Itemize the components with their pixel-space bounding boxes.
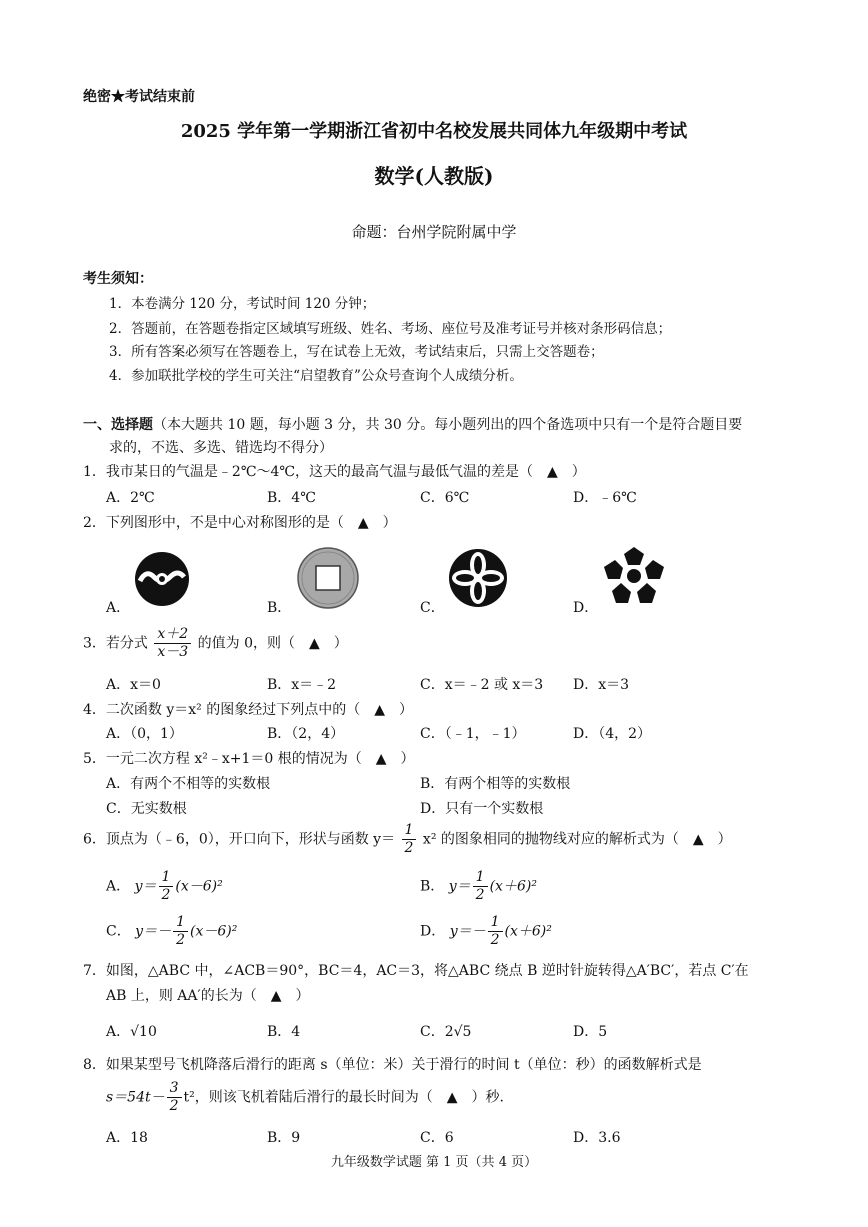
q8-den: 2 [169,1098,179,1114]
q3-option-c: C．x＝﹣2 或 x＝3 [420,677,544,693]
notice-item: 1．本卷满分 120 分，考试时间 120 分钟； [109,296,376,312]
q7-option-d: D．5 [573,1024,608,1040]
q1-option-b: B．4℃ [267,490,316,506]
q6-a-frac [159,869,174,904]
q8-num: 3 [167,1080,182,1098]
q5-option-b: B．有两个相等的实数根 [420,776,571,792]
q8-option-c: C．6 [420,1130,454,1146]
q6-b-frac [473,869,488,904]
q2-stem: 2．下列图形中，不是中心对称图形的是（ ▲ ） [83,515,397,531]
q7-line2: AB 上，则 AA′的长为（ ▲ ） [106,988,310,1004]
q6-post: x² 的图象相同的抛物线对应的解析式为（ ▲ ） [422,831,732,848]
q4-option-a: A．（0，1） [106,726,183,742]
q6-pre: 6．顶点为（﹣6，0），开口向下，形状与函数 y＝ [83,831,396,848]
q6-d-label: D． [420,923,446,940]
q3-numerator: x＋2 [154,626,191,644]
q4-option-b: B．（2，4） [267,726,345,742]
q2-option-c: C． [420,600,445,616]
figure-a-icon [134,551,190,607]
q6-a-post: (x－6)² [175,878,223,895]
q3-option-b: B．x＝﹣2 [267,677,337,693]
q5-option-c: C．无实数根 [106,801,187,817]
q6-option-d [420,914,552,949]
q1-option-c: C．6℃ [420,490,470,506]
q6-option-a [106,869,223,904]
q6-option-c [106,914,237,949]
q8-pre: s＝54t－ [106,1089,165,1106]
q4-option-d: D．（4，2） [573,726,652,742]
q1-option-a: A．2℃ [106,490,155,506]
q3-fraction [154,626,191,661]
q6-c-pre: y＝－ [135,923,172,940]
q6-option-b [420,869,537,904]
q6-half-num: 1 [402,822,417,840]
q6-half [402,822,417,857]
exam-title: 2025 学年第一学期浙江省初中名校发展共同体九年级期中考试 [180,121,688,142]
notice-item: 2．答题前，在答题卷指定区域填写班级、姓名、考场、座位号及准考证号并核对条形码信息； [109,321,672,337]
q3-stem [83,626,348,661]
notice-heading: 考生须知： [83,271,153,287]
q6-c-frac [173,914,188,949]
q6-c-post: (x－6)² [190,923,238,940]
notice-item: 4．参加联批学校的学生可关注“启望教育”公众号查询个人成绩分析。 [109,368,523,384]
q6-c-den: 2 [176,932,186,948]
q7-option-a: A．√10 [106,1024,157,1040]
confidential-label: 绝密★考试结束前 [83,89,195,105]
q6-b-den: 2 [475,887,485,903]
q6-half-den: 2 [404,840,414,856]
q8-fraction [167,1080,182,1115]
figure-d-icon [601,543,667,607]
q6-c-num: 1 [173,914,188,932]
q8-option-d: D．3.6 [573,1130,621,1146]
q2-option-d: D． [573,600,599,616]
q3-option-a: A．x＝0 [106,677,161,693]
q8-option-a: A．18 [106,1130,148,1146]
q6-d-pre: y＝－ [449,923,486,940]
q5-option-d: D．只有一个实数根 [420,801,544,817]
q7-line1: 7．如图，△ABC 中，∠ACB＝90°，BC＝4，AC＝3，将△ABC 绕点 B 逆时针旋转得△A′BC′，若点 C′在 [83,963,749,979]
q5-option-a: A．有两个不相等的实数根 [106,776,271,792]
q4-stem: 4．二次函数 y＝x² 的图象经过下列点中的（ ▲ ） [83,702,413,718]
q6-b-num: 1 [473,869,488,887]
q7-option-b: B．4 [267,1024,301,1040]
figure-c-icon [447,547,509,609]
q6-b-label: B． [420,878,445,895]
section-desc: （本大题共 10 题，每小题 3 分，共 30 分。每小题列出的四个备选项中只有一个是符合题目要 [153,417,743,433]
q7-option-c: C．2√5 [420,1024,472,1040]
q6-d-frac [488,914,503,949]
q6-a-pre: y＝ [134,878,157,895]
q3-pre: 3．若分式 [83,635,148,652]
q2-option-a: A． [106,600,131,616]
q6-d-den: 2 [490,932,500,948]
section-title: 一、选择题 [83,417,153,433]
q6-b-pre: y＝ [448,878,471,895]
q6-a-label: A． [106,878,131,895]
q8-line1: 8．如果某型号飞机降落后滑行的距离 s（单位：米）关于滑行的时间 t（单位：秒）的函数解析式是 [83,1057,702,1073]
q4-option-c: C．（﹣1，﹣1） [420,726,526,742]
q3-denominator: x－3 [157,644,189,660]
exam-subtitle: 数学(人教版) [374,164,494,188]
section-heading [83,414,742,434]
q2-option-b: B． [267,600,292,616]
figure-b-icon [296,546,360,610]
q6-a-num: 1 [159,869,174,887]
q6-b-post: (x＋6)² [489,878,537,895]
notice-item: 3．所有答案必须写在答题卷上，写在试卷上无效，考试结束后，只需上交答题卷； [109,344,604,360]
q6-stem [83,822,732,857]
q8-option-b: B．9 [267,1130,301,1146]
q6-d-post: (x＋6)² [504,923,552,940]
q5-stem: 5．一元二次方程 x²﹣x+1＝0 根的情况为（ ▲ ） [83,751,415,767]
q1-option-d: D．﹣6℃ [573,490,637,506]
q6-c-label: C． [106,923,131,940]
q8-line2 [106,1080,504,1115]
q3-post: 的值为 0，则（ ▲ ） [197,635,348,652]
page-footer: 九年级数学试题 第 1 页（共 4 页） [330,1155,538,1170]
q6-a-den: 2 [161,887,171,903]
q3-option-d: D．x＝3 [573,677,630,693]
q8-post: t²，则该飞机着陆后滑行的最长时间为（ ▲ ）秒. [183,1089,505,1106]
q6-d-num: 1 [488,914,503,932]
q1-stem: 1．我市某日的气温是﹣2℃～4℃，这天的最高气温与最低气温的差是（ ▲ ） [83,464,586,480]
exam-author: 命题：台州学院附属中学 [351,223,517,241]
section-desc-2: 求的，不选、多选、错选均不得分） [109,440,333,456]
